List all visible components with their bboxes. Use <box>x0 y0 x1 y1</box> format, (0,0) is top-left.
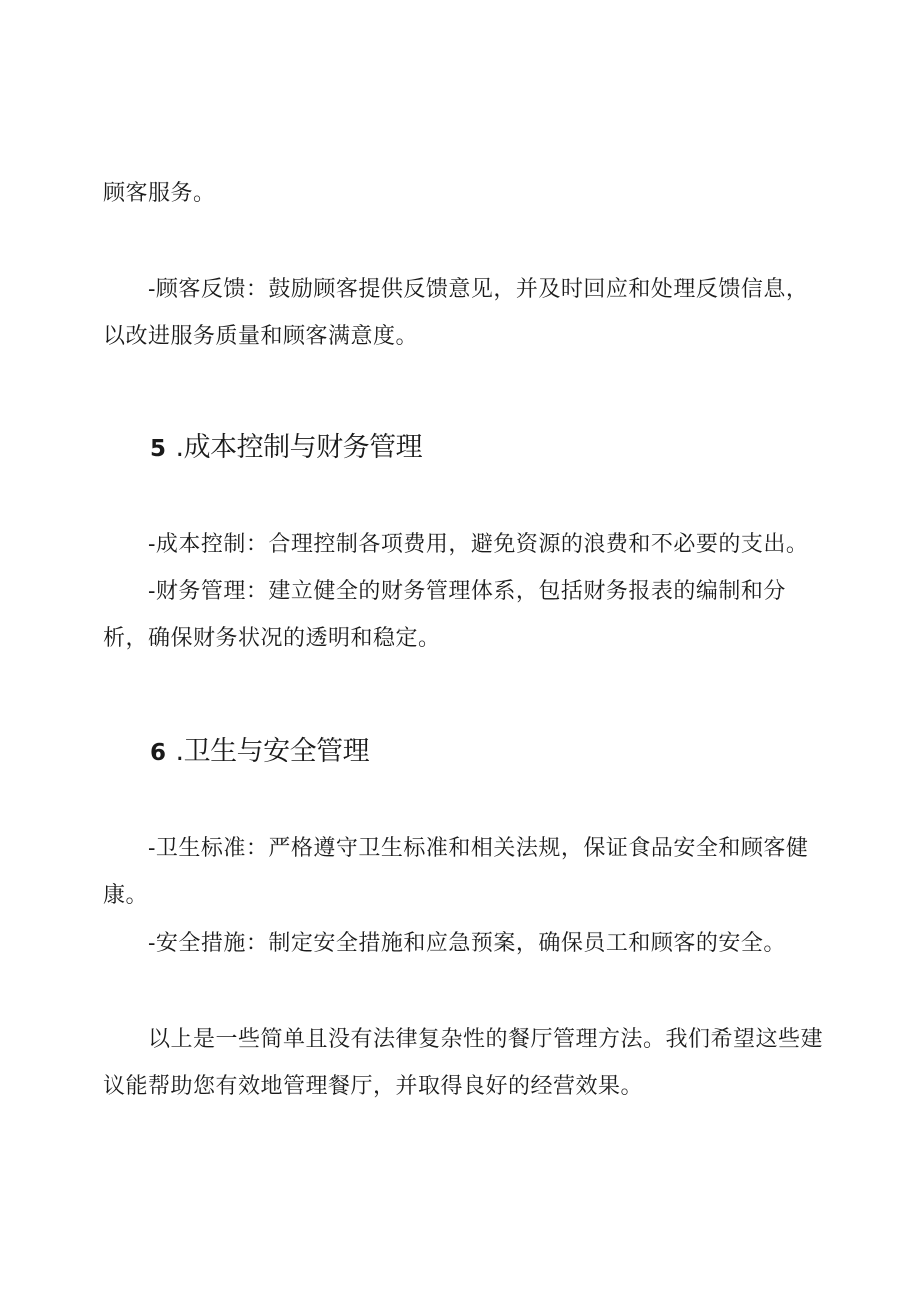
paragraph-safety-measures: -安全措施：制定安全措施和应急预案，确保员工和顾客的安全。 <box>148 931 786 956</box>
paragraph-conclusion: 以上是一些简单且没有法律复杂性的餐厅管理方法。我们希望这些建议能帮助您有效地管理餐厅，并取得良好的经营效果。 <box>103 1027 824 1099</box>
section-number: 5 <box>150 436 166 462</box>
section-number: 6 <box>150 740 166 766</box>
paragraph-financial-management: -财务管理：建立健全的财务管理体系，包括财务报表的编制和分析，确保财务状况的透明和稳定。 <box>103 579 786 651</box>
section-title: .卫生与安全管理 <box>175 736 370 767</box>
section-title: .成本控制与财务管理 <box>175 432 423 463</box>
section-heading-6 <box>150 732 369 773</box>
paragraph-customer-feedback: -顾客反馈：鼓励顾客提供反馈意见，并及时回应和处理反馈信息，以改进服务质量和顾客满意度。 <box>103 277 809 349</box>
paragraph-continuation: 顾客服务。 <box>103 181 216 206</box>
paragraph-cost-control: -成本控制：合理控制各项费用，避免资源的浪费和不必要的支出。 <box>148 532 809 557</box>
paragraph-hygiene-standards: -卫生标准：严格遵守卫生标准和相关法规，保证食品安全和顾客健康。 <box>103 836 809 908</box>
section-heading-5 <box>150 428 422 469</box>
